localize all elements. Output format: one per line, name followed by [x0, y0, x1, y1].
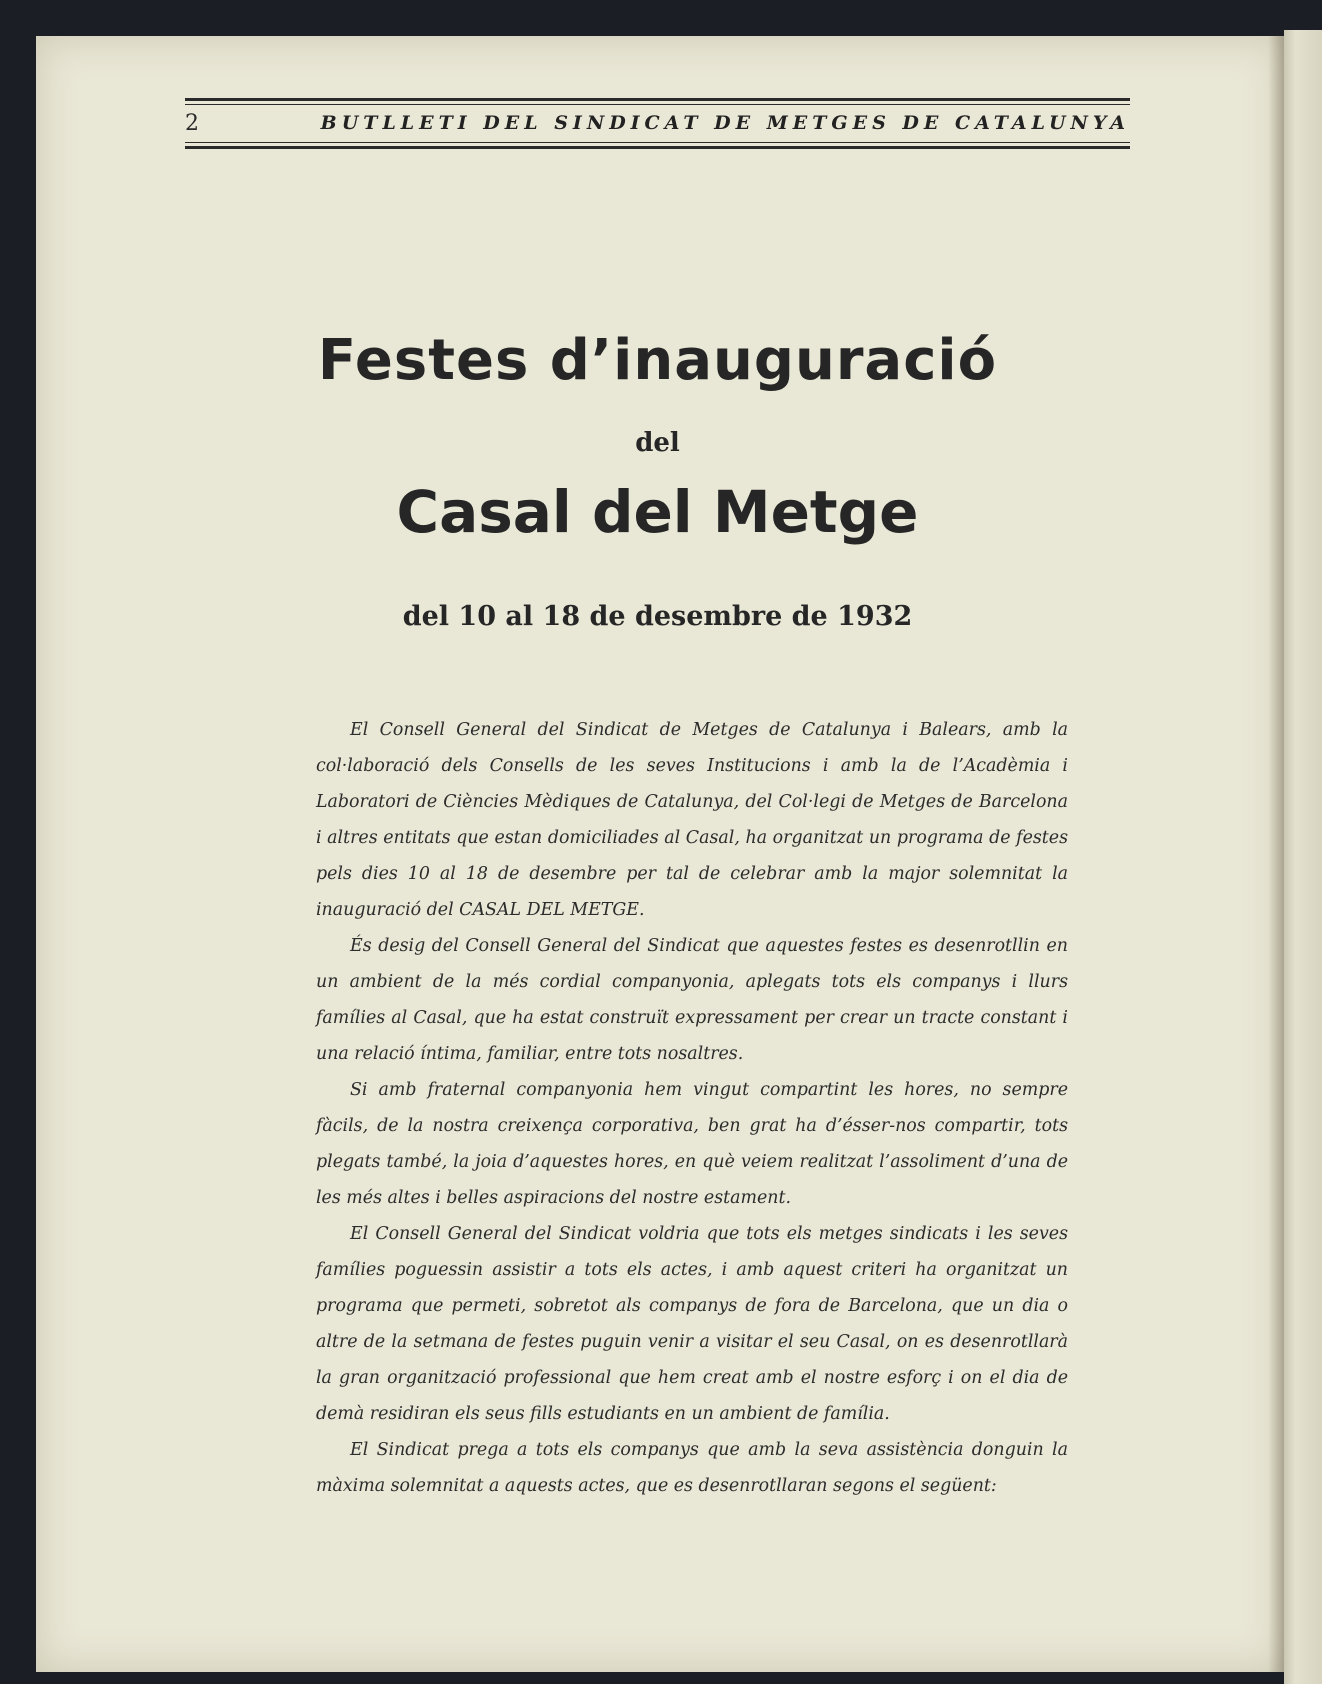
header-rule-top-thin	[185, 104, 1130, 105]
title-subject: Casal del Metge	[396, 478, 919, 546]
header-rule-bottom-thin	[185, 142, 1130, 143]
page-number: 2	[185, 110, 199, 136]
header-rule-top-thick	[185, 98, 1130, 101]
event-dates: del 10 al 18 de desembre de 1932	[402, 601, 913, 632]
gutter-shadow	[1268, 36, 1284, 1672]
article-body	[316, 712, 1068, 1504]
facing-page-edge	[1284, 30, 1322, 1684]
body-paragraph: El Sindicat prega a tots els companys que amb la seva assistència donguin la màxima solemnitat a aquests actes, que es desenrotllaran segons el següent:	[316, 1440, 1068, 1496]
header-row	[185, 108, 1130, 138]
running-header	[185, 98, 1130, 150]
header-rule-bottom-thick	[185, 146, 1130, 149]
body-paragraph: El Consell General del Sindicat de Metges de Catalunya i Balears, amb la col·laboració dels Consells de les seves Institucions i amb la de l’Acadèmia i Laboratori de Ciències Mèdiques de Catalunya, del Col·legi de Metges de Barcelona i altres entitats que estan domiciliades al Casal, ha organitzat un programa de festes pels dies 10 al 18 de desembre per tal de celebrar amb la major solemnitat la inauguració del CASAL DEL METGE.	[316, 720, 1068, 920]
body-paragraph: És desig del Consell General del Sindicat que aquestes festes es desenrotllin en un ambient de la més cordial companyonia, aplegats tots els companys i llurs famílies al Casal, que ha estat construït expressament per crear un tracte constant i una relació íntima, familiar, entre tots nosaltres.	[316, 936, 1068, 1064]
body-paragraph: Si amb fraternal companyonia hem vingut compartint les hores, no sempre fàcils, de la nostra creixença corporativa, ben grat ha d’ésser-nos compartir, tots plegats també, la joia d’aquestes hores, en què veiem realitzat l’assoliment d’una de les més altes i belles aspiracions del nostre estament.	[316, 1080, 1068, 1208]
running-title: BUTLLETI DEL SINDICAT DE METGES DE CATALUNYA	[320, 112, 1130, 134]
article-title: Festes d’inauguració	[317, 328, 998, 393]
body-paragraph: El Consell General del Sindicat voldria que tots els metges sindicats i les seves famílies poguessin assistir a tots els actes, i amb aquest criteri ha organitzat un programa que permeti, sobretot als companys de fora de Barcelona, que un dia o altre de la setmana de festes puguin venir a visitar el seu Casal, on es desenrotllarà la gran organització professional que hem creat amb el nostre esforç i on el dia de demà residiran els seus fills estudiants en un ambient de família.	[316, 1224, 1068, 1424]
title-connector: del	[635, 428, 680, 458]
